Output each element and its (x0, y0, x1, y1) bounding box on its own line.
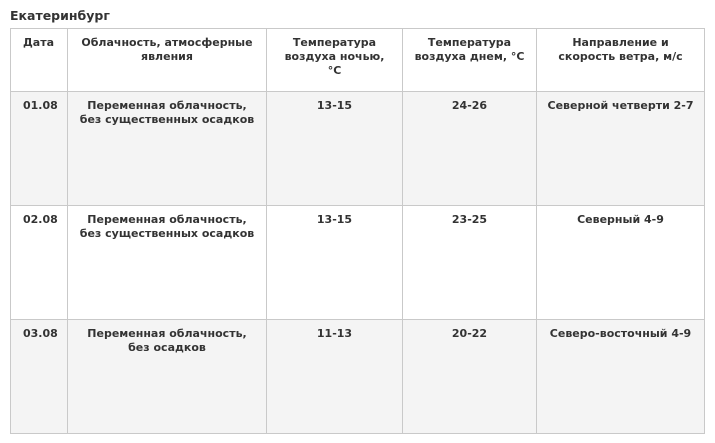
wind-cell (537, 320, 705, 434)
header-cloudiness-label: Облачность, атмосферные явления (81, 36, 253, 63)
header-night-temperature (267, 29, 403, 92)
header-day-temperature (403, 29, 537, 92)
night-temperature-cell (267, 320, 403, 434)
header-wind-label: Направление и скорость ветра, м/с (558, 36, 683, 63)
date-cell (11, 92, 68, 206)
date-cell (11, 320, 68, 434)
day-temperature-value: 23-25 (451, 213, 488, 226)
cloudiness-value: Переменная облачность, без осадков (87, 327, 247, 354)
wind-cell (537, 206, 705, 320)
weather-forecast-table (10, 28, 705, 434)
date-value: 03.08 (23, 327, 58, 340)
date-value: 01.08 (23, 99, 58, 112)
night-temperature-value: 13-15 (316, 99, 353, 112)
wind-cell (537, 92, 705, 206)
cloudiness-cell (68, 92, 267, 206)
table-row (11, 320, 705, 434)
night-temperature-cell (267, 206, 403, 320)
date-cell (11, 206, 68, 320)
header-day-temperature-label: Температура воздуха днем, °С (414, 36, 525, 63)
night-temperature-value: 13-15 (316, 213, 353, 226)
night-temperature-value: 11-13 (316, 327, 353, 340)
cloudiness-value: Переменная облачность, без существенных осадков (79, 99, 255, 126)
day-temperature-cell (403, 206, 537, 320)
header-night-temperature-label: Температура воздуха ночью, °С (284, 36, 385, 77)
table-row (11, 92, 705, 206)
day-temperature-cell (403, 92, 537, 206)
table-row (11, 206, 705, 320)
date-value: 02.08 (23, 213, 58, 226)
wind-value: Северной четверти 2-7 (547, 99, 694, 112)
wind-value: Северо-восточный 4-9 (549, 327, 692, 340)
cloudiness-cell (68, 320, 267, 434)
header-wind (537, 29, 705, 92)
day-temperature-value: 20-22 (451, 327, 488, 340)
day-temperature-value: 24-26 (451, 99, 488, 112)
header-date (11, 29, 68, 92)
cloudiness-cell (68, 206, 267, 320)
header-date-label: Дата (23, 36, 55, 49)
day-temperature-cell (403, 320, 537, 434)
wind-value: Северный 4-9 (577, 213, 664, 226)
city-title: Екатеринбург (10, 8, 110, 23)
header-cloudiness (68, 29, 267, 92)
night-temperature-cell (267, 92, 403, 206)
table-header-row (11, 29, 705, 92)
cloudiness-value: Переменная облачность, без существенных осадков (79, 213, 255, 240)
